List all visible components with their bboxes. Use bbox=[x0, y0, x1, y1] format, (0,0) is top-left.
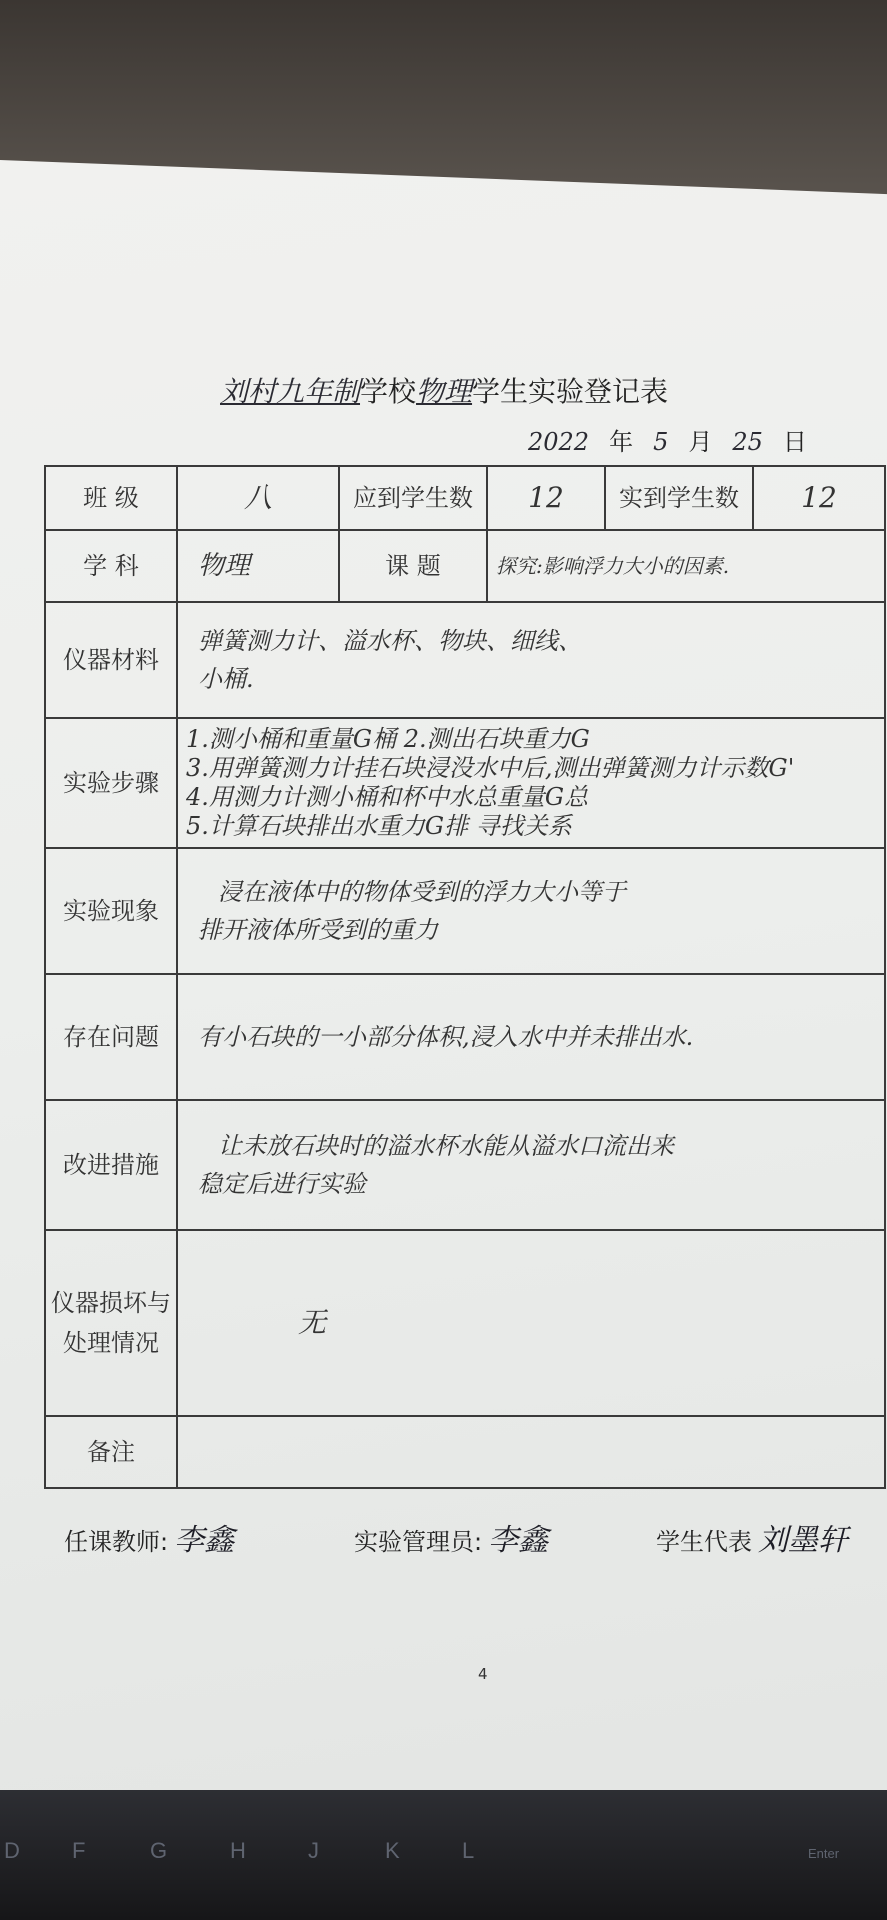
admin-signature bbox=[354, 1515, 548, 1559]
equipment-label: 仪器材料 bbox=[45, 602, 177, 718]
step-line-1: 1.测小桶和重量G桶 2.测出石块重力G bbox=[186, 725, 590, 753]
admin-name: 李鑫 bbox=[488, 1523, 549, 1558]
table-row bbox=[45, 974, 885, 1100]
teacher-label: 任课教师: bbox=[64, 1528, 169, 1556]
admin-label: 实验管理员: bbox=[354, 1528, 483, 1556]
table-row bbox=[45, 1230, 885, 1416]
expected-students-value: 12 bbox=[487, 466, 605, 530]
page-number: 4 bbox=[478, 1665, 488, 1683]
table-row bbox=[45, 1416, 885, 1488]
improvement-line-1: 让未放石块时的溢水杯水能从溢水口流出来 bbox=[218, 1132, 674, 1160]
actual-students-label: 实到学生数 bbox=[605, 466, 753, 530]
actual-students-value: 12 bbox=[753, 466, 885, 530]
key-enter: Enter bbox=[808, 1846, 840, 1861]
experiment-register-table bbox=[44, 465, 886, 1489]
subject-value: 物理 bbox=[177, 530, 339, 602]
steps-label: 实验步骤 bbox=[45, 718, 177, 848]
table-row bbox=[45, 1100, 885, 1230]
step-line-2: 3.用弹簧测力计挂石块浸没水中后,测出弹簧测力计示数G' bbox=[186, 754, 795, 782]
phenomenon-line-2: 排开液体所受到的重力 bbox=[198, 916, 438, 944]
remarks-value bbox=[177, 1416, 885, 1488]
damage-value: 无 bbox=[177, 1230, 885, 1416]
date-year-value: 2022 bbox=[528, 428, 590, 456]
title-suffix: 学生实验登记表 bbox=[472, 375, 669, 408]
date-month-label: 月 bbox=[688, 428, 713, 456]
phenomenon-line-1: 浸在液体中的物体受到的浮力大小等于 bbox=[218, 878, 626, 906]
equipment-line-2: 小桶. bbox=[198, 665, 254, 693]
student-signature bbox=[656, 1515, 848, 1559]
damage-label: 仪器损坏与处理情况 bbox=[45, 1230, 177, 1416]
key-l: L bbox=[462, 1838, 475, 1863]
class-value: 八 bbox=[177, 466, 339, 530]
teacher-name: 李鑫 bbox=[174, 1523, 235, 1558]
key-g: G bbox=[150, 1838, 168, 1863]
school-name-handwritten: 刘村九年制 bbox=[220, 375, 361, 408]
date-month-value: 5 bbox=[653, 428, 669, 456]
step-line-4: 5.计算石块排出水重力G排 寻找关系 bbox=[186, 812, 572, 840]
problem-line-1: 有小石块的一小部分体积,浸入水中并未排出水. bbox=[198, 1023, 694, 1051]
step-line-3: 4.用测力计测小桶和杯中水总重量G总 bbox=[186, 783, 589, 811]
expected-students-label: 应到学生数 bbox=[339, 466, 487, 530]
date-day-label: 日 bbox=[782, 428, 807, 456]
table-row bbox=[45, 848, 885, 974]
phenomenon-label: 实验现象 bbox=[45, 848, 177, 974]
topic-value: 探究:影响浮力大小的因素. bbox=[487, 530, 885, 602]
date-day-value: 25 bbox=[732, 428, 763, 456]
date-year-label: 年 bbox=[609, 428, 634, 456]
date-line bbox=[528, 422, 807, 457]
key-f: F bbox=[72, 1838, 86, 1863]
form-title bbox=[220, 370, 740, 410]
key-h: H bbox=[230, 1838, 246, 1863]
student-name: 刘墨轩 bbox=[758, 1523, 848, 1558]
key-k: K bbox=[385, 1838, 400, 1863]
registration-form-sheet bbox=[0, 160, 887, 1810]
subject-handwritten: 物理 bbox=[416, 375, 473, 408]
student-label: 学生代表 bbox=[656, 1528, 752, 1556]
school-suffix: 学校 bbox=[360, 375, 417, 408]
problem-cell bbox=[177, 974, 885, 1100]
equipment-cell bbox=[177, 602, 885, 718]
topic-label: 课 题 bbox=[339, 530, 487, 602]
subject-label: 学 科 bbox=[45, 530, 177, 602]
remarks-label: 备注 bbox=[45, 1416, 177, 1488]
problem-label: 存在问题 bbox=[45, 974, 177, 1100]
table-row bbox=[45, 466, 885, 530]
improvement-cell bbox=[177, 1100, 885, 1230]
key-d: D bbox=[4, 1838, 20, 1863]
steps-cell bbox=[177, 718, 885, 848]
phenomenon-cell bbox=[177, 848, 885, 974]
teacher-signature bbox=[64, 1515, 234, 1559]
equipment-line-1: 弹簧测力计、溢水杯、物块、细线、 bbox=[198, 627, 582, 655]
class-label: 班 级 bbox=[45, 466, 177, 530]
improvement-line-2: 稳定后进行实验 bbox=[198, 1170, 366, 1198]
table-row bbox=[45, 602, 885, 718]
key-j: J bbox=[308, 1838, 319, 1863]
improvement-label: 改进措施 bbox=[45, 1100, 177, 1230]
table-row bbox=[45, 718, 885, 848]
keyboard-edge bbox=[0, 1790, 887, 1920]
table-row bbox=[45, 530, 885, 602]
